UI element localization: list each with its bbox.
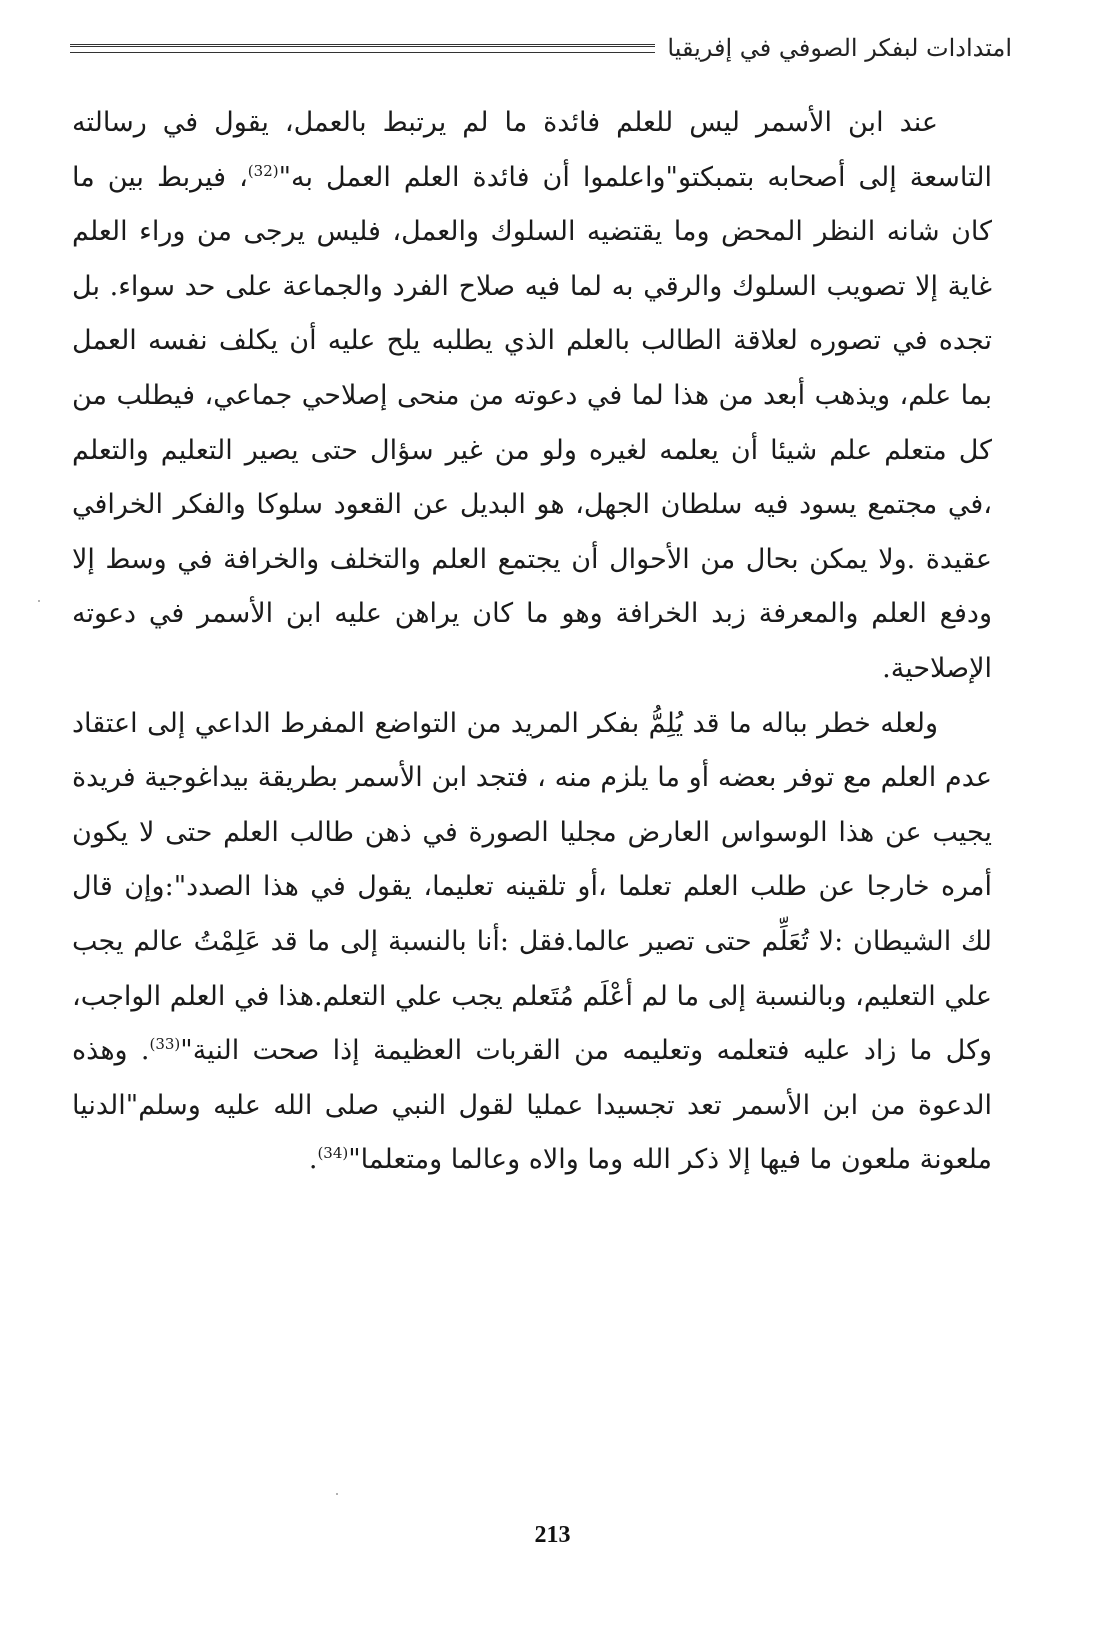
scan-speck xyxy=(38,600,40,602)
page-number: 213 xyxy=(534,1522,571,1548)
scan-speck xyxy=(336,1493,338,1495)
running-header xyxy=(70,28,1012,68)
header-double-rule xyxy=(70,44,655,53)
paragraph-text: . وهذه الدعوة من ابن الأسمر تعد تجسيدا عمليا لقول النبي صلى الله عليه وسلم"الدنيا ملعونة ملعون ما فيها إلا ذكر الله وما والاه وعالما ومتعلما" xyxy=(72,1035,992,1176)
footnote-ref-32: (32) xyxy=(247,161,279,180)
paragraph-text: . xyxy=(308,1144,318,1176)
paragraph-text: ولعله خطر بباله ما قد يُلِمُّ بفكر المريد من التواضع المفرط الداعي إلى اعتقاد عدم العلم مع توفر بعضه أو ما يلزم منه ، فتجد ابن الأسمر بطريقة بيداغوجية فريدة يجيب عن هذا الوسواس العارض مجليا الصورة في ذهن طالب العلم حتى لا يكون أمره خارجا عن طلب العلم تعلما ،أو تلقينه تعليما، يقول في هذا الصدد":وإن قال لك الشيطان :لا تُعَلِّم حتى تصير عالما.فقل :أنا بالنسبة إلى ما قد عَلِمْتُ عالم يجب علي التعليم، وبالنسبة إلى ما لم أعْلَم مُتَعلم يجب علي التعلم.هذا في العلم الواجب، وكل ما زاد عليه فتعلمه وتعليمه من القربات العظيمة إذا صحت النية" xyxy=(72,707,992,1067)
paragraph-1 xyxy=(72,96,992,697)
footnote-ref-33: (33) xyxy=(149,1035,181,1054)
footnote-ref-34: (34) xyxy=(317,1144,349,1163)
paragraph-text: ، فيربط بين ما كان شانه النظر المحض وما يقتضيه السلوك والعمل، فليس يرجى من وراء العلم غاية إلا تصويب السلوك والرقي به لما فيه صلاح الفرد والجماعة على حد سواء. بل تجده في تصوره لعلاقة الطالب بالعلم الذي يطلبه يلح عليه أن يكلف نفسه العمل بما علم، ويذهب أبعد من هذا لما في دعوته من منحى إصلاحي جماعي، فيطلب من كل متعلم علم شيئا أن يعلمه لغيره ولو من غير سؤال حتى يصير التعليم والتعلم ،في مجتمع يسود فيه سلطان الجهل، هو البديل عن القعود سلوكا والفكر الخرافي عقيدة .ولا يمكن بحال من الأحوال أن يجتمع العلم والتخلف والخرافة في وسط إلا ودفع العلم والمعرفة زبد الخرافة وهو ما كان يراهن عليه ابن الأسمر في دعوته الإصلاحية. xyxy=(72,161,992,684)
paragraph-text: عند ابن الأسمر ليس للعلم فائدة ما لم يرتبط بالعمل، يقول في رسالته التاسعة إلى أصحابه بتمبكتو"واعلموا أن فائدة العلم العمل به" xyxy=(72,107,992,193)
body-text xyxy=(72,96,992,1188)
running-header-title: امتدادات لبفكر الصوفي في إفريقيا xyxy=(667,34,1012,62)
paragraph-2 xyxy=(72,697,992,1188)
